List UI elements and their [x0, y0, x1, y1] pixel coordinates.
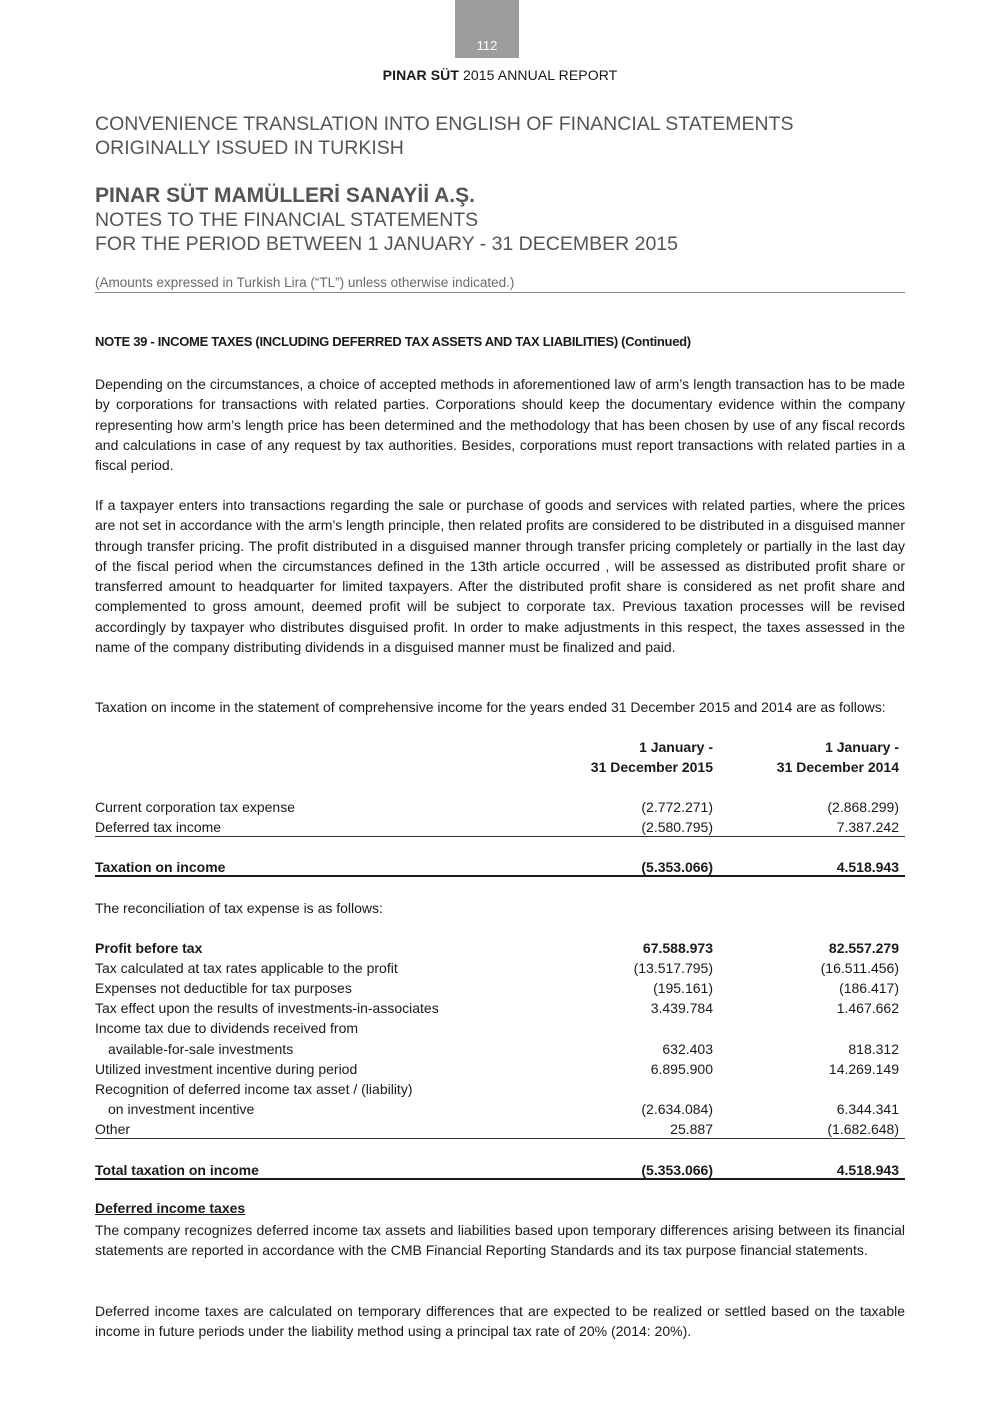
table-row: Utilized investment incentive during period 6.895.900 14.269.149 [95, 1061, 899, 1077]
table-row-label: Income tax due to dividends received from [95, 1020, 359, 1036]
report-header [0, 67, 1000, 83]
table-total-row: Taxation on income (5.353.066) 4.518.943 [95, 857, 905, 877]
notes-title: NOTES TO THE FINANCIAL STATEMENTS [95, 209, 479, 231]
page-number-tab [455, 0, 519, 58]
paragraph-transfer-pricing: If a taxpayer enters into transactions regarding the sale or purchase of goods and services with related parties, where the prices are not set in accordance with the arm’s length principle, then related profits are considered to be distributed in a disguised manner through transfer pricing. The profit distributed in a disguised manner through transfer pricing completely or partially in the last day of the fiscal period when the circumstances defined in the 13th article occurred , will be assessed as distributed profit share or transferred amount to headquarter for limited taxpayers. After the distributed profit share is considered as net profit share and complemented to gross amount, deemed profit will be subject to corporate tax. Previous taxation processes will be revised accordingly by taxpayer who distributes disguised profit. In order to make adjustments in this respect, the taxes assessed in the name of the company distributing dividends in a disguised manner must be finalized and paid. [95, 497, 905, 656]
table-row: Tax effect upon the results of investments-in-associates 3.439.784 1.467.662 [95, 1000, 899, 1016]
column-header-2015: 1 January - 31 December 2015 [590, 739, 713, 776]
table-row: available-for-sale investments 632.403 818.312 [108, 1041, 899, 1057]
period-title: FOR THE PERIOD BETWEEN 1 JANUARY - 31 DECEMBER 2015 [95, 233, 678, 255]
deferred-taxes-heading: Deferred income taxes [95, 1200, 246, 1216]
reconciliation-intro: The reconciliation of tax expense is as follows: [95, 900, 383, 916]
paragraph-arms-length: Depending on the circumstances, a choice of accepted methods in aforementioned law of arm’s length transaction has to be made by corporations for transactions with related parties. Corporations should keep the documentary evidence within the company representing how arm’s length price has been determined and the methodology that has been chosen by use of any fiscal records and calculations in case of any request by tax authorities. Besides, corporations must report transactions with related parties in a fiscal period. [95, 376, 905, 474]
table-total-row: Total taxation on income (5.353.066) 4.518.943 [95, 1160, 905, 1180]
paragraph-deferred-calculation: Deferred income taxes are calculated on temporary differences that are expected to be realized or settled based on the taxable income in future periods under the liability method using a principal tax rate of 20% (2014: 20%). [95, 1303, 905, 1340]
table-row: Profit before tax 67.588.973 82.557.279 [95, 940, 899, 956]
table-row: Current corporation tax expense (2.772.271) (2.868.299) [95, 799, 899, 815]
table-row: Expenses not deductible for tax purposes (195.161) (186.417) [95, 980, 899, 996]
paragraph-taxation-intro: Taxation on income in the statement of comprehensive income for the years ended 31 December 2015 and 2014 are as follows: [95, 699, 886, 715]
amounts-note: (Amounts expressed in Turkish Lira (“TL”) unless otherwise indicated.) [95, 275, 905, 293]
statement-title [95, 184, 905, 256]
paragraph-deferred-recognition: The company recognizes deferred income tax assets and liabilities based upon temporary differences arising between its financial statements are reported in accordance with the CMB Financial Reporting Standards and its tax purpose financial statements. [95, 1222, 905, 1259]
table-row: Tax calculated at tax rates applicable to the profit (13.517.795) (16.511.456) [95, 960, 899, 976]
title-line-1: CONVENIENCE TRANSLATION INTO ENGLISH OF FINANCIAL STATEMENTS [95, 113, 794, 135]
page-number: 112 [476, 38, 498, 53]
report-name: 2015 ANNUAL REPORT [463, 67, 618, 83]
translation-title [95, 112, 905, 160]
table-row: Other 25.887 (1.682.648) [95, 1119, 905, 1139]
report-brand: PINAR SÜT [382, 67, 460, 83]
table-row: on investment incentive (2.634.084) 6.344.341 [108, 1101, 899, 1117]
note-heading: NOTE 39 - INCOME TAXES (INCLUDING DEFERRED TAX ASSETS AND TAX LIABILITIES) (Continued) [95, 334, 691, 349]
table-row-label: Recognition of deferred income tax asset / (liability) [95, 1081, 413, 1097]
table-row: Deferred tax income (2.580.795) 7.387.242 [95, 817, 905, 837]
company-name: PINAR SÜT MAMÜLLERİ SANAYİİ A.Ş. [95, 184, 475, 207]
title-line-2: ORIGINALLY ISSUED IN TURKISH [95, 137, 404, 159]
column-header-2014: 1 January - 31 December 2014 [776, 739, 899, 776]
